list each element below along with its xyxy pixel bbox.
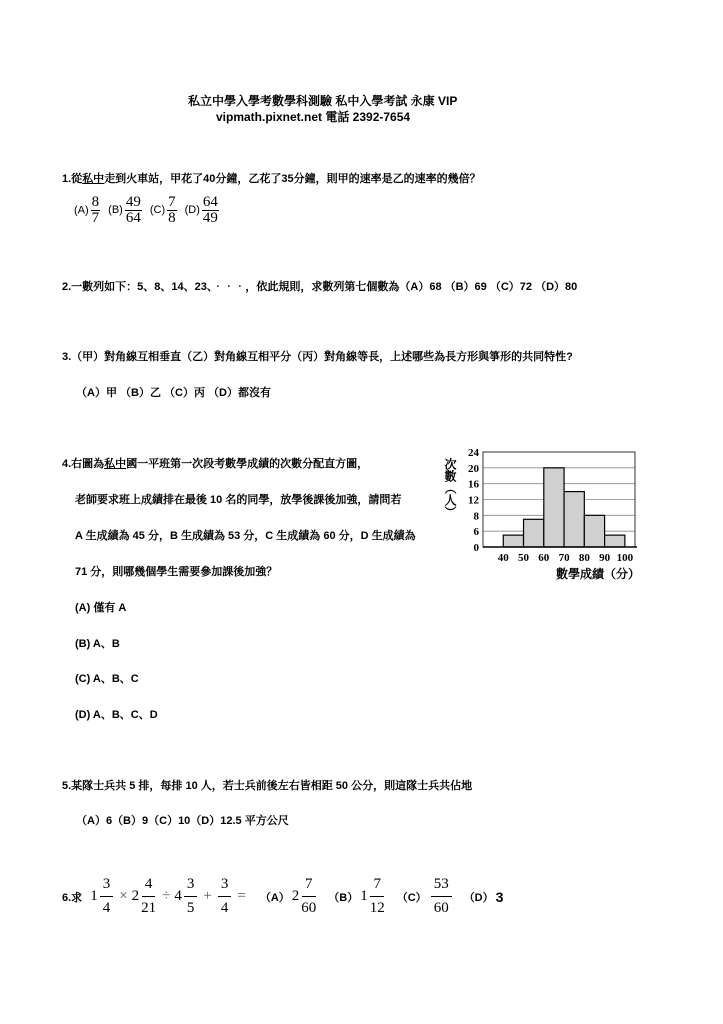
q4-line1 xyxy=(62,455,368,471)
fraction xyxy=(100,876,114,917)
whole-part: 3 xyxy=(495,888,504,905)
denominator: 7 xyxy=(91,210,100,226)
y-tick-label: 20 xyxy=(468,462,479,475)
q1-underlined: 私中 xyxy=(82,173,105,185)
numerator: 49 xyxy=(125,194,141,210)
q4-line2: 老師要求班上成績排在最後 10 名的同學，放學後課後加強，請問若 xyxy=(75,494,402,506)
y-tick-label: 6 xyxy=(473,526,479,539)
q1-option-label: (D) xyxy=(184,204,200,217)
y-tick-label: 0 xyxy=(473,542,479,554)
q1-body: 走到火車站，甲花了40分鐘，乙花了35分鐘，則甲的速率是乙的速率的幾倍？ xyxy=(104,173,481,185)
denominator: 8 xyxy=(168,210,176,226)
q6-option-label: （D） xyxy=(463,891,494,904)
q1-option-label: (A) xyxy=(74,204,89,217)
q5-text: 5.某隊士兵共 5 排，每排 10 人，若士兵前後左右皆相距 50 公分，則這隊士兵共佔地 xyxy=(62,780,473,792)
whole-part: 4 xyxy=(174,888,182,904)
denominator: 64 xyxy=(125,210,141,226)
mixed-number xyxy=(90,876,115,917)
operator: + xyxy=(203,888,212,904)
q6-option-label: （C） xyxy=(396,891,427,904)
x-tick-label: 50 xyxy=(518,552,530,564)
numerator: 4 xyxy=(142,876,156,897)
q2-text: 2.一數列如下：5、8、14、23、‧‧‧，依此規則，求數列第七個數為（A）68 （B）69 （C）72 （D）80 xyxy=(62,281,578,293)
histogram-bar xyxy=(605,535,625,547)
numerator: 7 xyxy=(370,876,384,897)
denominator: 4 xyxy=(102,900,111,916)
q4-line4: 71 分，則哪幾個學生需要參加課後加強？ xyxy=(75,566,278,578)
histogram-chart xyxy=(440,440,660,580)
x-tick-label: 90 xyxy=(599,552,611,564)
fraction xyxy=(141,876,156,917)
q6-line xyxy=(62,876,503,917)
q4-option-a: (A) 僅有 A xyxy=(75,602,127,614)
x-tick-label: 80 xyxy=(578,552,590,564)
mixed-number xyxy=(496,889,504,905)
fraction xyxy=(301,876,316,917)
q4-option-c: (C) A、B、C xyxy=(75,673,139,685)
denominator: 60 xyxy=(301,900,317,916)
mixed-number xyxy=(216,876,234,917)
q6-option-label: （B） xyxy=(328,891,359,904)
denominator: 60 xyxy=(433,900,449,916)
numerator: 3 xyxy=(100,876,114,897)
operator: ÷ xyxy=(162,888,171,904)
q3-options: （A）甲 （B）乙 （C）丙 （D）都沒有 xyxy=(76,387,271,399)
q1-option-label: (C) xyxy=(149,204,166,217)
histogram-bar xyxy=(544,468,564,547)
q4-line3: A 生成績為 45 分，B 生成績為 53 分，C 生成績為 60 分，D 生成績為 xyxy=(75,530,416,542)
whole-part: 1 xyxy=(360,888,368,904)
q1-option-fraction xyxy=(202,195,219,226)
q4-option-b: (B) A、B xyxy=(75,638,120,650)
q1-text xyxy=(62,170,481,186)
q4-underlined: 私中 xyxy=(104,458,127,470)
numerator: 3 xyxy=(218,876,232,897)
header-title: 私立中學入學考數學科測驗 私中入學考試 永康 VIP xyxy=(188,94,458,108)
histogram-bar xyxy=(503,535,523,547)
histogram-bar xyxy=(564,492,584,547)
x-tick-label: 60 xyxy=(538,552,550,564)
denominator: 5 xyxy=(186,900,195,916)
whole-part: 2 xyxy=(291,888,300,904)
denominator: 21 xyxy=(141,900,157,916)
mixed-number xyxy=(132,876,159,917)
numerator: 64 xyxy=(202,194,218,210)
q1-option-label: (B) xyxy=(108,204,123,217)
operator: = xyxy=(237,888,246,904)
q6-option-label: （A） xyxy=(259,891,290,904)
x-tick-label: 100 xyxy=(616,552,634,564)
q3-text: 3.（甲）對角線互相垂直（乙）對角線互相平分（丙）對角線等長，上述哪些為長方形與箏形的共同特性? xyxy=(62,351,573,363)
q4-prefix: 4.右圖為 xyxy=(62,458,105,470)
q1-option-fraction xyxy=(125,195,142,226)
numerator: 53 xyxy=(431,876,452,897)
fraction xyxy=(184,876,198,917)
mixed-number xyxy=(174,876,199,917)
q4-option-d: (D) A、B、C、D xyxy=(75,709,158,721)
numerator: 3 xyxy=(184,876,198,897)
q1-option-fraction xyxy=(167,195,177,226)
denominator: 4 xyxy=(220,900,229,916)
mixed-number xyxy=(429,876,454,917)
x-tick-label: 70 xyxy=(558,552,570,564)
denominator: 12 xyxy=(369,900,385,916)
numerator: 7 xyxy=(302,876,316,897)
x-tick-label: 40 xyxy=(497,552,509,564)
histogram-bar xyxy=(524,519,544,547)
mixed-number xyxy=(360,876,387,917)
whole-part: 1 xyxy=(90,888,98,904)
q4-line1-text: 國一平班第一次段考數學成績的次數分配直方圖， xyxy=(126,458,369,470)
q5-options: （A）6（B）9（C）10（D）12.5 平方公尺 xyxy=(76,815,289,827)
fraction xyxy=(370,876,385,917)
whole-part: 2 xyxy=(131,888,140,904)
header-subtitle: vipmath.pixnet.net 電話 2392-7654 xyxy=(216,110,411,124)
x-axis-label: 數學成績（分） xyxy=(555,567,640,580)
y-tick-label: 16 xyxy=(468,478,479,491)
operator: × xyxy=(119,888,128,904)
q1-option-fraction xyxy=(91,195,101,226)
fraction xyxy=(218,876,232,917)
denominator: 49 xyxy=(202,210,218,226)
q1-options xyxy=(74,195,221,226)
y-tick-label: 24 xyxy=(468,447,479,459)
mixed-number xyxy=(292,876,319,917)
y-tick-label: 8 xyxy=(473,510,479,523)
y-axis-label: 次數（人） xyxy=(443,458,457,518)
numerator: 7 xyxy=(168,194,176,210)
histogram-bar xyxy=(584,515,604,547)
q1-prefix: 1.從 xyxy=(62,173,83,185)
numerator: 8 xyxy=(91,194,100,210)
fraction xyxy=(431,876,452,917)
q6-prefix: 6.求 xyxy=(62,891,83,904)
y-tick-label: 12 xyxy=(468,494,479,507)
